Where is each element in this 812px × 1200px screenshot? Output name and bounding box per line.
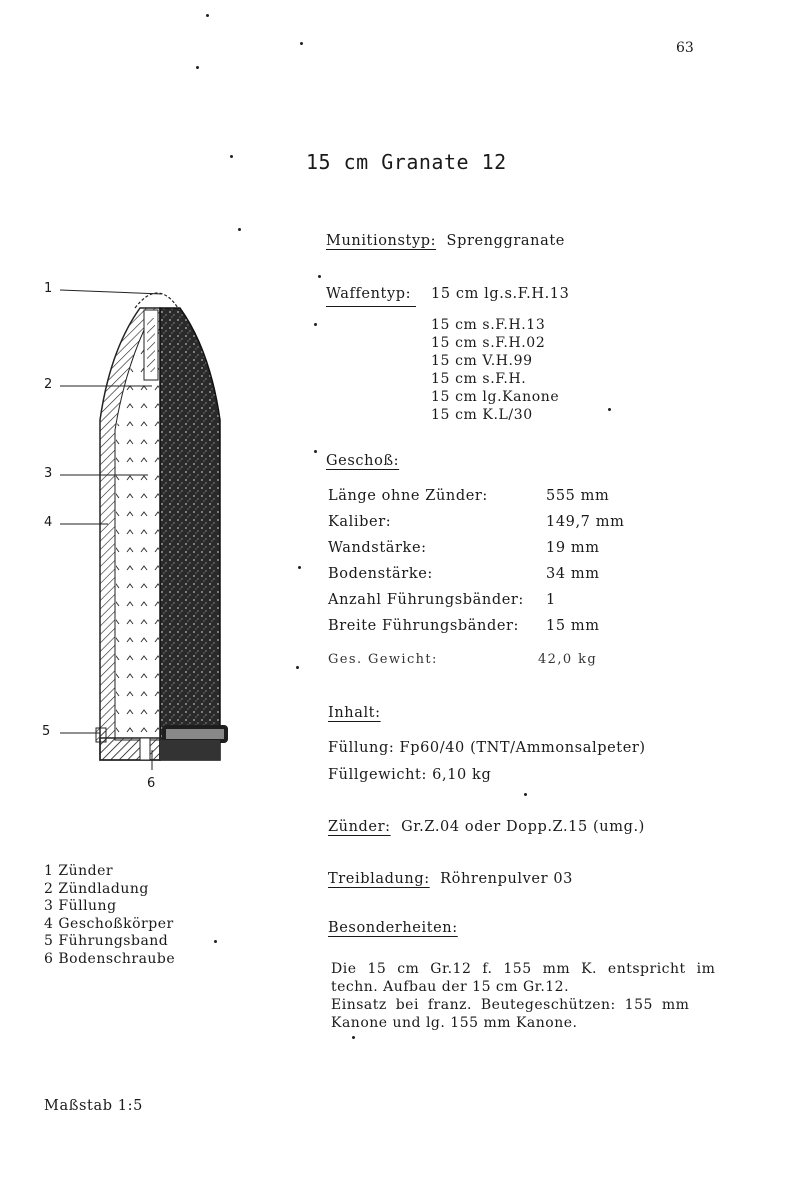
zuender-row bbox=[328, 819, 645, 835]
legend-item: 1 Zünder bbox=[44, 863, 114, 879]
waffentyp-item: 15 cm s.F.H.02 bbox=[431, 335, 546, 351]
fuellgewicht: Füllgewicht: 6,10 kg bbox=[328, 767, 492, 783]
geschoss-label: Bodenstärke: bbox=[328, 566, 433, 582]
geschoss-value: 15 mm bbox=[546, 618, 600, 634]
geschoss-value: 34 mm bbox=[546, 566, 600, 582]
geschoss-value: 19 mm bbox=[546, 540, 600, 556]
scan-speck bbox=[314, 323, 317, 326]
projectile-cross-section-drawing bbox=[40, 270, 240, 800]
scan-speck bbox=[352, 1036, 355, 1039]
page-title: 15 cm Granate 12 bbox=[306, 150, 507, 174]
waffentyp-item: 15 cm lg.Kanone bbox=[431, 389, 560, 405]
scale-note: Maßstab 1:5 bbox=[44, 1098, 143, 1114]
geschoss-value: 149,7 mm bbox=[546, 514, 625, 530]
leader-line bbox=[60, 290, 162, 294]
geschoss-label: Ges. Gewicht: bbox=[328, 652, 438, 667]
zuender-value: Gr.Z.04 oder Dopp.Z.15 (umg.) bbox=[401, 819, 645, 835]
waffentyp-list bbox=[431, 316, 559, 424]
scan-speck bbox=[214, 940, 217, 943]
scan-speck bbox=[524, 793, 527, 796]
geschoss-value: 42,0 kg bbox=[538, 652, 598, 667]
munitionstyp-row bbox=[326, 233, 565, 249]
treibladung-row bbox=[328, 871, 573, 887]
besonderheiten-line: Kanone und lg. 155 mm Kanone. bbox=[331, 1015, 578, 1031]
besonderheiten-text bbox=[331, 960, 748, 1032]
scan-speck bbox=[608, 408, 611, 411]
geschoss-label: Breite Führungsbänder: bbox=[328, 618, 520, 634]
scan-speck bbox=[238, 228, 241, 231]
besonderheiten-line: Einsatz bei franz. Beutegeschützen: 155 mm bbox=[331, 997, 690, 1013]
geschoss-label: Anzahl Führungsbänder: bbox=[328, 592, 524, 608]
legend bbox=[44, 863, 175, 969]
scan-speck bbox=[206, 14, 209, 17]
waffentyp-item: 15 cm s.F.H. bbox=[431, 371, 527, 387]
drawing-label: 1 bbox=[44, 281, 53, 296]
waffentyp-label: Waffentyp: bbox=[326, 286, 412, 302]
page-number: 63 bbox=[676, 40, 694, 56]
drawing-label: 3 bbox=[44, 466, 53, 481]
drawing-label: 2 bbox=[44, 377, 53, 392]
waffentyp-item: 15 cm K.L/30 bbox=[431, 407, 533, 423]
scan-speck bbox=[298, 566, 301, 569]
geschoss-label: Länge ohne Zünder: bbox=[328, 488, 488, 504]
fuellung: Füllung: Fp60/40 (TNT/Ammonsalpeter) bbox=[328, 740, 646, 756]
scan-speck bbox=[230, 155, 233, 158]
geschoss-value: 555 mm bbox=[546, 488, 610, 504]
scan-speck bbox=[314, 450, 317, 453]
scan-speck bbox=[296, 666, 299, 669]
drawing-label: 4 bbox=[44, 515, 53, 530]
treibladung-label: Treibladung: bbox=[328, 871, 430, 887]
waffentyp-first: 15 cm lg.s.F.H.13 bbox=[431, 286, 570, 302]
scan-speck bbox=[300, 42, 303, 45]
legend-item: 2 Zündladung bbox=[44, 880, 149, 897]
waffentyp-item: 15 cm V.H.99 bbox=[431, 353, 533, 369]
waffentyp-underline bbox=[326, 286, 416, 307]
legend-item: 5 Führungsband bbox=[44, 933, 169, 950]
geschoss-label: Wandstärke: bbox=[328, 540, 427, 556]
inhalt-heading: Inhalt: bbox=[328, 705, 381, 721]
besonderheiten-heading: Besonderheiten: bbox=[328, 920, 458, 936]
besonderheiten-line: techn. Aufbau der 15 cm Gr.12. bbox=[331, 979, 570, 995]
drawing-label: 6 bbox=[147, 776, 156, 791]
geschoss-label: Kaliber: bbox=[328, 514, 392, 530]
munitionstyp-value: Sprenggranate bbox=[446, 233, 565, 249]
legend-item: 4 Geschoßkörper bbox=[44, 915, 174, 932]
drawing-label: 5 bbox=[42, 724, 51, 739]
legend-item: 3 Füllung bbox=[44, 898, 117, 915]
shell-section-right bbox=[160, 308, 220, 760]
geschoss-value: 1 bbox=[546, 592, 556, 608]
scan-speck bbox=[318, 275, 321, 278]
waffentyp-item: 15 cm s.F.H.13 bbox=[431, 317, 546, 333]
scan-speck bbox=[196, 66, 199, 69]
legend-item: 6 Bodenschraube bbox=[44, 950, 176, 967]
munitionstyp-label: Munitionstyp: bbox=[326, 233, 437, 249]
zuender-label: Zünder: bbox=[328, 819, 391, 835]
treibladung-value: Röhrenpulver 03 bbox=[440, 871, 573, 887]
base-plug bbox=[100, 738, 160, 760]
fuze-outline bbox=[135, 293, 178, 308]
besonderheiten-line: Die 15 cm Gr.12 f. 155 mm K. entspricht im bbox=[331, 961, 716, 977]
geschoss-heading: Geschoß: bbox=[326, 453, 400, 469]
